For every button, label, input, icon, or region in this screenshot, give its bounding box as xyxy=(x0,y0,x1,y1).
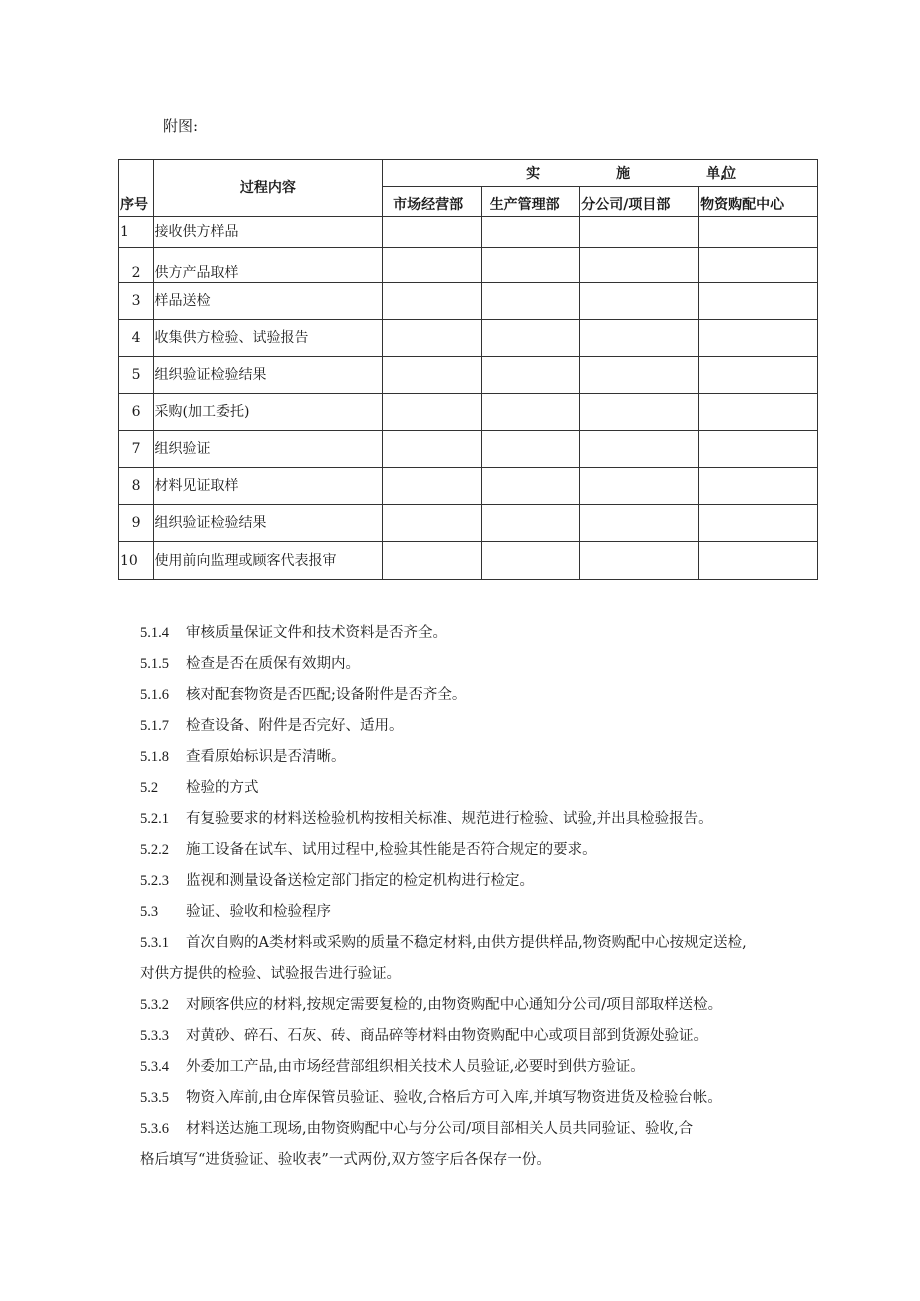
clause-text: 审核质量保证文件和技术资料是否齐全。 xyxy=(186,625,447,641)
figure-caption: 附图: xyxy=(163,117,199,135)
row-seq: 7 xyxy=(119,431,154,468)
dept-header-materials: 物资购配中心 xyxy=(699,187,818,217)
clause-text: 外委加工产品,由市场经营部组织相关技术人员验证,必要时到供方验证。 xyxy=(186,1059,645,1075)
row-seq: 5 xyxy=(119,357,154,394)
clause-number: 5.3.1 xyxy=(140,935,169,951)
clause-number: 5.2 xyxy=(140,780,159,796)
paragraph-line xyxy=(140,809,713,829)
clause-number: 5.1.7 xyxy=(140,718,169,734)
row-process: 组织验证 xyxy=(153,431,383,468)
clause-number: 5.3.6 xyxy=(140,1121,169,1137)
clause-text: 核对配套物资是否匹配;设备附件是否齐全。 xyxy=(186,687,467,703)
clause-number: 5.3.3 xyxy=(140,1028,169,1044)
clause-number: 5.3.5 xyxy=(140,1090,169,1106)
clause-number: 5.1.6 xyxy=(140,687,169,703)
clause-number: 5.3.2 xyxy=(140,997,169,1013)
clause-text: 对供方提供的检验、试验报告进行验证。 xyxy=(140,966,401,982)
paragraph-line xyxy=(140,995,722,1015)
paragraph-line xyxy=(140,623,447,643)
clause-text: 检验的方式 xyxy=(186,780,259,796)
row-process: 收集供方检验、试验报告 xyxy=(153,320,383,357)
row-process: 组织验证检验结果 xyxy=(153,357,383,394)
clause-text: 检查设备、附件是否完好、适用。 xyxy=(186,718,404,734)
paragraph-line-continued xyxy=(140,1150,551,1170)
clause-text: 物资入库前,由仓库保管员验证、验收,合格后方可入库,并填写物资进货及检验台帐。 xyxy=(186,1090,722,1106)
paragraph-line xyxy=(140,685,466,705)
row-process: 组织验证检验结果 xyxy=(153,505,383,542)
clause-text: 施工设备在试车、试用过程中,检验其性能是否符合规定的要求。 xyxy=(186,842,597,858)
clause-text: 格后填写“进货验证、验收表”一式两份,双方签字后各保存一份。 xyxy=(140,1152,551,1168)
clause-text: 验证、验收和检验程序 xyxy=(186,904,331,920)
clause-text: 首次自购的A类材料或采购的质量不稳定材料,由供方提供样品,物资购配中心按规定送检, xyxy=(186,935,747,951)
paragraph-line xyxy=(140,933,747,953)
clause-text: 对顾客供应的材料,按规定需要复检的,由物资购配中心通知分公司/项目部取样送检。 xyxy=(186,997,723,1013)
paragraph-line xyxy=(140,902,331,922)
clause-text: 监视和测量设备送检定部门指定的检定机构进行检定。 xyxy=(186,873,534,889)
dept-header-branch: 分公司/项目部 xyxy=(580,187,699,217)
paragraph-line xyxy=(140,840,597,860)
clause-number: 5.3 xyxy=(140,904,159,920)
paragraph-line xyxy=(140,747,346,767)
process-header: 过程内容 xyxy=(153,160,383,217)
seq-header: 序号 xyxy=(119,160,154,217)
row-process: 使用前向监理或顾客代表报审 xyxy=(153,542,383,580)
dept-header-production: 生产管理部 xyxy=(481,187,580,217)
clause-text: 查看原始标识是否清晰。 xyxy=(186,749,346,765)
row-seq: 8 xyxy=(119,468,154,505)
clause-number: 5.2.2 xyxy=(140,842,169,858)
row-seq: 3 xyxy=(119,283,154,320)
row-seq: 4 xyxy=(119,320,154,357)
clause-text: 对黄砂、碎石、石灰、砖、商品碎等材料由物资购配中心或项目部到货源处验证。 xyxy=(186,1028,708,1044)
impl-char-4: 位 xyxy=(722,166,737,182)
paragraph-line xyxy=(140,1057,645,1077)
row-process: 供方产品取样 xyxy=(153,248,383,283)
row-seq: 9 xyxy=(119,505,154,542)
paragraph-line xyxy=(140,871,534,891)
row-process: 样品送检 xyxy=(153,283,383,320)
dept-header-market: 市场经营部 xyxy=(383,187,482,217)
clause-text: 有复验要求的材料送检验机构按相关标准、规范进行检验、试验,并出具检验报告。 xyxy=(186,811,713,827)
impl-char-2: 施 xyxy=(616,166,631,182)
clause-number: 5.1.5 xyxy=(140,656,169,672)
clause-text: 材料送达施工现场,由物资购配中心与分公司/项目部相关人员共同验证、验收,合 xyxy=(186,1121,694,1137)
clause-number: 5.1.4 xyxy=(140,625,169,641)
row-process: 采购(加工委托) xyxy=(153,394,383,431)
impl-char-1: 实 xyxy=(526,166,541,182)
row-process: 接收供方样品 xyxy=(153,217,383,248)
clause-number: 5.1.8 xyxy=(140,749,169,765)
clause-number: 5.3.4 xyxy=(140,1059,169,1075)
row-seq: 10 xyxy=(119,542,154,580)
clause-text: 检查是否在质保有效期内。 xyxy=(186,656,360,672)
paragraph-line xyxy=(140,1026,708,1046)
paragraph-line-continued xyxy=(140,964,401,984)
clause-number: 5.2.1 xyxy=(140,811,169,827)
clause-number: 5.2.3 xyxy=(140,873,169,889)
paragraph-line xyxy=(140,654,360,674)
row-seq: 6 xyxy=(119,394,154,431)
row-seq: 1 xyxy=(119,217,154,248)
impl-char-3: 单, xyxy=(706,166,726,182)
paragraph-line xyxy=(140,1119,693,1139)
row-process: 材料见证取样 xyxy=(153,468,383,505)
paragraph-line xyxy=(140,1088,722,1108)
paragraph-line xyxy=(140,716,404,736)
row-seq: 2 xyxy=(119,248,154,283)
paragraph-line xyxy=(140,778,259,798)
